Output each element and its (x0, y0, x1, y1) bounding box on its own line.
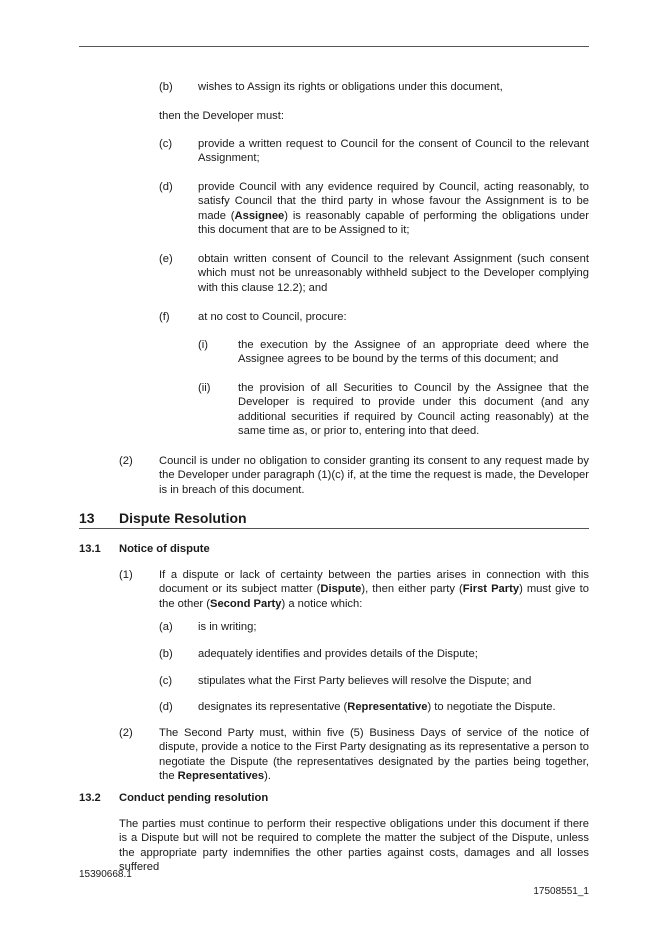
item-i-text: the execution by the Assignee of an appropriate deed where the Assignee agrees to be bound by the terms of this document; and (238, 339, 589, 366)
item-e-label: (e) (159, 253, 173, 265)
clause-13-1-para-1-text: If a dispute or lack of certainty between the parties arises in connection with this document or its subject matter (Dispute), then either party (First Party) must give to the other (Second Party) a notice which: (159, 569, 590, 610)
item-f-text: at no cost to Council, procure: (198, 311, 347, 323)
item-d-text: provide Council with any evidence required by Council, acting reasonably, to satisfy Council that the third party in whose favour the Assignment is to be made (Assignee) is reasonably capable of performing the obligations under this document that are to be Assigned to it; (198, 181, 589, 237)
footer-doc-id: 15390668.1 (79, 869, 132, 880)
clause-13-2-heading (79, 791, 589, 806)
section-13-heading (79, 510, 589, 529)
clause-13-1-para-1-label: (1) (119, 569, 133, 581)
defined-term-second-party: Second Party (210, 597, 282, 610)
clause-13-1-item-b-text: adequately identifies and provides details of the Dispute; (198, 648, 478, 660)
defined-term-representative: Representative (347, 701, 428, 713)
item-b-text: wishes to Assign its rights or obligations under this document, (198, 81, 503, 93)
clause-13-2-title: Conduct pending resolution (119, 792, 269, 804)
clause-13-1-para-2-text: The Second Party must, within five (5) Business Days of service of the notice of dispute, provide a notice to the First Party designating as its representative a person to negotiate the Dispute (the representatives designated by the parties being together, the Representatives). (159, 727, 589, 783)
footer-page-ref: 17508551_1 (533, 886, 589, 897)
clause-13-1-item-c-text: stipulates what the First Party believes will resolve the Dispute; and (198, 675, 532, 687)
clause-13-2-text: The parties must continue to perform their respective obligations under this document if there is a Dispute but will not be required to complete the matter the subject of the Dispute, unless the appropriate party indemnifies the other parties against costs, damages and all losses suffered (119, 818, 589, 874)
item-b-label: (b) (159, 81, 173, 93)
para-2-text: Council is under no obligation to consider granting its consent to any request made by the Developer under paragraph (1)(c) if, at the time the request is made, the Developer is in breach of this document. (159, 455, 589, 496)
header-rule (79, 46, 589, 47)
section-13-title: Dispute Resolution (119, 510, 247, 526)
item-c-label: (c) (159, 138, 173, 150)
item-i-label: (i) (198, 339, 208, 351)
clause-13-1-heading (79, 542, 589, 557)
then-developer-must: then the Developer must: (159, 110, 284, 122)
defined-term-first-party: First Party (462, 583, 520, 596)
clause-13-1-item-a-text: is in writing; (198, 621, 257, 633)
para-2-label: (2) (119, 455, 133, 467)
item-f-label: (f) (159, 311, 170, 323)
defined-term-dispute: Dispute (320, 583, 362, 596)
item-d-label: (d) (159, 181, 173, 193)
item-e-text: obtain written consent of Council to the relevant Assignment (such consent which must not be unreasonably withheld subject to the Developer complying with this clause 12.2); and (198, 253, 589, 294)
section-13-number: 13 (79, 510, 95, 526)
clause-13-1-item-c-label: (c) (159, 675, 173, 687)
clause-13-1-item-a-label: (a) (159, 621, 173, 633)
clause-13-1-title: Notice of dispute (119, 543, 210, 555)
clause-13-1-item-d-text: designates its representative (Representative) to negotiate the Dispute. (198, 701, 556, 713)
defined-term-representatives: Representatives (177, 770, 265, 783)
clause-13-1-number: 13.1 (79, 543, 101, 555)
clause-13-2-number: 13.2 (79, 792, 101, 804)
item-ii-text: the provision of all Securities to Council by the Assignee that the Developer is required to provide under this document (and any additional securities if required by Council acting reasonably) at the same time as, or prior to, entering into that deed. (238, 382, 589, 438)
defined-term-assignee: Assignee (234, 209, 285, 222)
item-ii-label: (ii) (198, 382, 211, 394)
clause-13-1-item-b-label: (b) (159, 648, 173, 660)
clause-13-1-item-d-label: (d) (159, 701, 173, 713)
item-c-text: provide a written request to Council for the consent of Council to the relevant Assignment; (198, 138, 589, 165)
clause-13-1-para-2-label: (2) (119, 727, 133, 739)
